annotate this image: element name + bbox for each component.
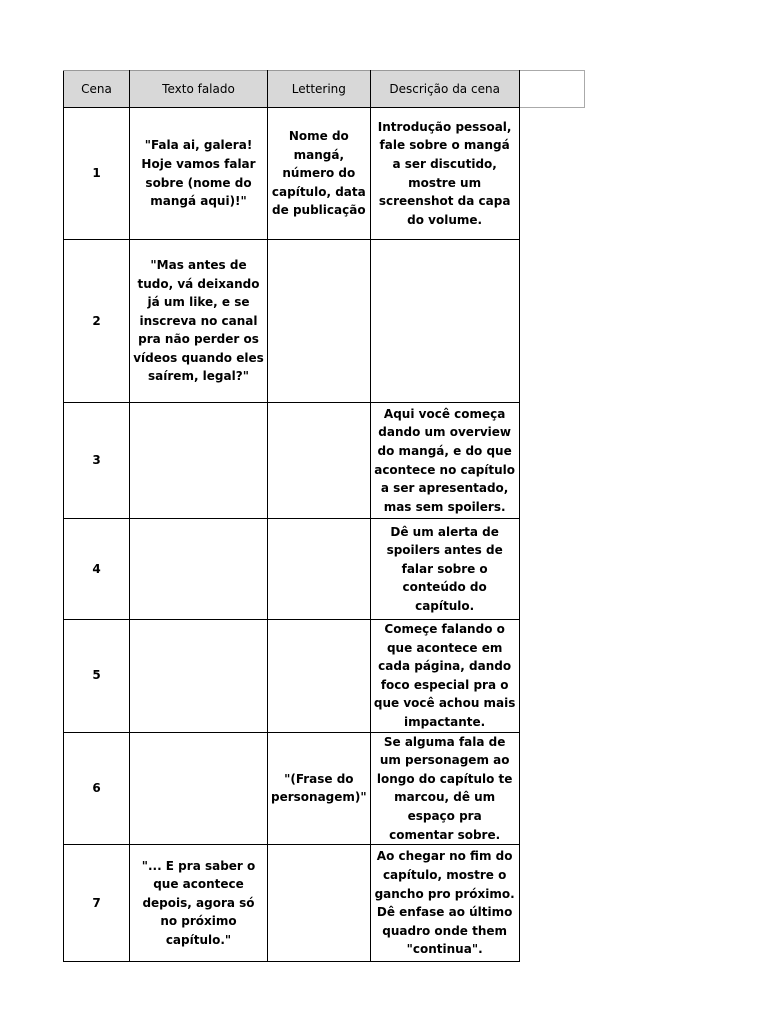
- spoken-text: [130, 519, 268, 620]
- table-row: [64, 240, 585, 403]
- spoken-text: "Fala ai, galera! Hoje vamos falar sobre (nome do mangá aqui)!": [130, 108, 268, 240]
- header-lettering: Lettering: [268, 71, 371, 108]
- scene-number: 6: [64, 732, 130, 845]
- table-row: [64, 519, 585, 620]
- scene-description: [370, 240, 519, 403]
- scene-number: 5: [64, 620, 130, 733]
- header-cena: Cena: [64, 71, 130, 108]
- header-descricao: Descrição da cena: [370, 71, 519, 108]
- spoken-text: [130, 403, 268, 519]
- scene-number: 3: [64, 403, 130, 519]
- table-row: [64, 620, 585, 733]
- empty-header-cell: [519, 71, 584, 108]
- spoken-text: [130, 732, 268, 845]
- scene-description: Aqui você começa dando um overview do mangá, e do que acontece no capítulo a ser apresentado, mas sem spoilers.: [370, 403, 519, 519]
- spoken-text: "... E pra saber o que acontece depois, agora só no próximo capítulo.": [130, 845, 268, 962]
- table-row: [64, 403, 585, 519]
- lettering-text: "(Frase do personagem)": [268, 732, 371, 845]
- scene-description: Ao chegar no fim do capítulo, mostre o gancho pro próximo. Dê enfase ao último quadro onde them "continua".: [370, 845, 519, 962]
- scene-description: Começe falando o que acontece em cada página, dando foco especial pra o que você achou mais impactante.: [370, 620, 519, 733]
- table-row: [64, 845, 585, 962]
- scene-number: 4: [64, 519, 130, 620]
- scene-description: Se alguma fala de um personagem ao longo do capítulo te marcou, dê um espaço pra comentar sobre.: [370, 732, 519, 845]
- header-row: [64, 71, 585, 108]
- scene-number: 2: [64, 240, 130, 403]
- spoken-text: "Mas antes de tudo, vá deixando já um like, e se inscreva no canal pra não perder os vídeos quando eles saírem, legal?": [130, 240, 268, 403]
- table-row: [64, 732, 585, 845]
- scene-description: Introdução pessoal, fale sobre o mangá a ser discutido, mostre um screenshot da capa do volume.: [370, 108, 519, 240]
- scene-script-table: [63, 70, 585, 962]
- lettering-text: [268, 240, 371, 403]
- header-texto-falado: Texto falado: [130, 71, 268, 108]
- spoken-text: [130, 620, 268, 733]
- lettering-text: [268, 845, 371, 962]
- lettering-text: [268, 620, 371, 733]
- scene-number: 7: [64, 845, 130, 962]
- lettering-text: Nome do mangá, número do capítulo, data de publicação: [268, 108, 371, 240]
- lettering-text: [268, 403, 371, 519]
- scene-description: Dê um alerta de spoilers antes de falar sobre o conteúdo do capítulo.: [370, 519, 519, 620]
- lettering-text: [268, 519, 371, 620]
- table-row: [64, 108, 585, 240]
- scene-number: 1: [64, 108, 130, 240]
